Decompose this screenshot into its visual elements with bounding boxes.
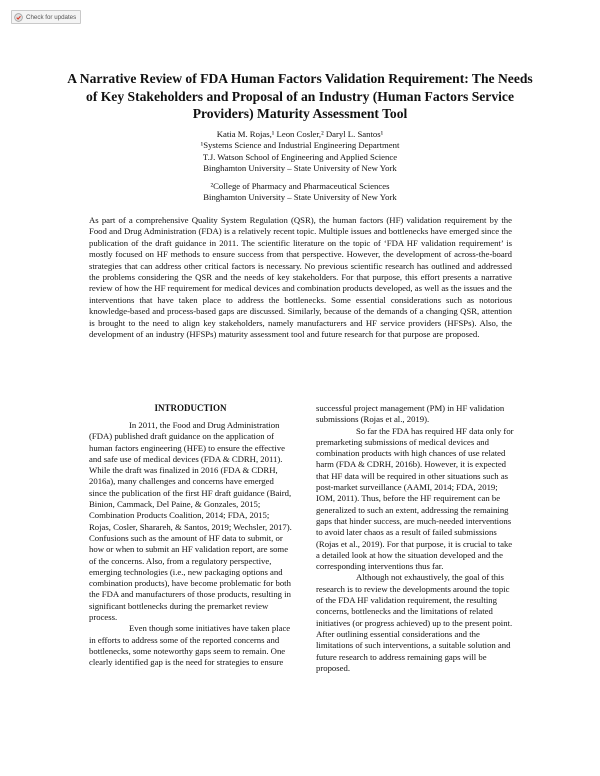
left-column	[89, 403, 292, 669]
author-names: Katia M. Rojas,¹ Leon Cosler,² Daryl L. Santos¹	[216, 129, 384, 139]
section-heading: INTRODUCTION	[154, 403, 227, 413]
paper-title: A Narrative Review of FDA Human Factors Validation Requirement: The Needs of Key Stakeholders and Proposal of an Industry (Human Factors Service Providers) Maturity Assessment Tool	[67, 71, 533, 121]
affiliation-line: T.J. Watson School of Engineering and Applied Science	[202, 151, 398, 162]
affiliation-line: Binghamton University – State University of New York	[203, 192, 397, 203]
affiliation-line: Binghamton University – State University of New York	[203, 163, 397, 174]
body-paragraph: Although not exhaustively, the goal of this research is to review the developments around the topic of the FDA HF validation requirement, the resulting concerns, bottlenecks and the limitations of related initiatives (or progress achieved) up to the present point. After outlining essential considerations and the limitations of such interventions, a suitable solution and future research to address remaining gaps will be proposed.	[316, 572, 513, 673]
right-column	[316, 403, 517, 674]
check-updates-label: Check for updates	[26, 13, 77, 21]
abstract: As part of a comprehensive Quality System Regulation (QSR), the human factors (HF) validation requirement by the Food and Drug Administration (FDA) is a relatively recent topic. Multiple issues and bottlenecks have emerged since the publication of the draft guidance in 2011. The scientific literature on the topic of ‘FDA HF validation requirement’ is mostly focused on HF methods to ensure success from that perspective. However, the development of across-the-board strategies that can address other critical factors is necessary. No previous scientific research has outlined and addressed the problems considering the QSR and the needs of key stakeholders. For that purpose, this effort presents a narrative review of how the HF requirement for medical devices and combination products developed, as well as the issues and the interventions that have taken place to address the bottlenecks. Some essential considerations such as notorious knowledge-based and process-based gaps are discussed. Similarly, because of the demands of a changing QSR, attention is brought to the need to align key stakeholders, namely manufacturers and HF service providers (HFSPs). Also, the development of an industry (HFSPs) maturity assessment tool and future research for that purpose are proposed.	[89, 215, 512, 340]
check-for-updates-badge[interactable]	[11, 10, 81, 24]
body-paragraph: successful project management (PM) in HF validation submissions (Rojas et al., 2019).	[316, 403, 505, 425]
body-paragraph: In 2011, the Food and Drug Administration (FDA) published draft guidance on the application of human factors engineering (HFE) to ensure the effective and safe use of medical devices (FDA & CDRH, 2011). While the draft was finalized in 2016 (FDA & CDRH, 2016a), many challenges and concerns have emerged since the publication of the first HF draft guidance (Baird, Binion, Cammack, Del Paine, & Gonzales, 2015; Combination Products Coalition, 2014; FDA, 2015; Rojas, Cosler, Sharareh, & Santos, 2019; Wechsler, 2017). Confusions such as the amount of HF data to submit, or how or when to submit an HF validation report, are some of the concerns. Also, from a regulatory perspective, emerging technologies (i.e., new packaging options and combination products), have become problematic for both the FDA and manufacturers of those products, resulting in significant bottlenecks during the premarket review process.	[89, 420, 292, 623]
affiliation-line: ¹Systems Science and Industrial Engineering Department	[200, 140, 400, 151]
author-block	[100, 129, 500, 203]
body-paragraph: So far the FDA has required HF data only for premarketing submissions of medical devices and combination products with high chances of use related harm (FDA & CDRH, 2016b). However, it is expected that HF data will be required in other situations such as post-market surveillance (AAMI, 2014; FDA, 2019; IOM, 2011). Thus, before the HF requirement can be generalized to such an extent, addressing the remaining gaps that hinder success, are much-needed interventions to avoid later chaos as a result of failed submissions (Rojas et al., 2019). For that purpose, it is crucial to take a detailed look at how the situation developed and the corresponding interventions thus far.	[316, 425, 514, 572]
body-paragraph: Even though some initiatives have taken place in efforts to address some of the reported concerns and bottlenecks, some noteworthy gaps seem to remain. One clearly identified gap is the need for strategies to ensure	[89, 623, 291, 668]
check-updates-icon	[14, 13, 23, 22]
affiliation-line: ²College of Pharmacy and Pharmaceutical Sciences	[210, 180, 390, 191]
